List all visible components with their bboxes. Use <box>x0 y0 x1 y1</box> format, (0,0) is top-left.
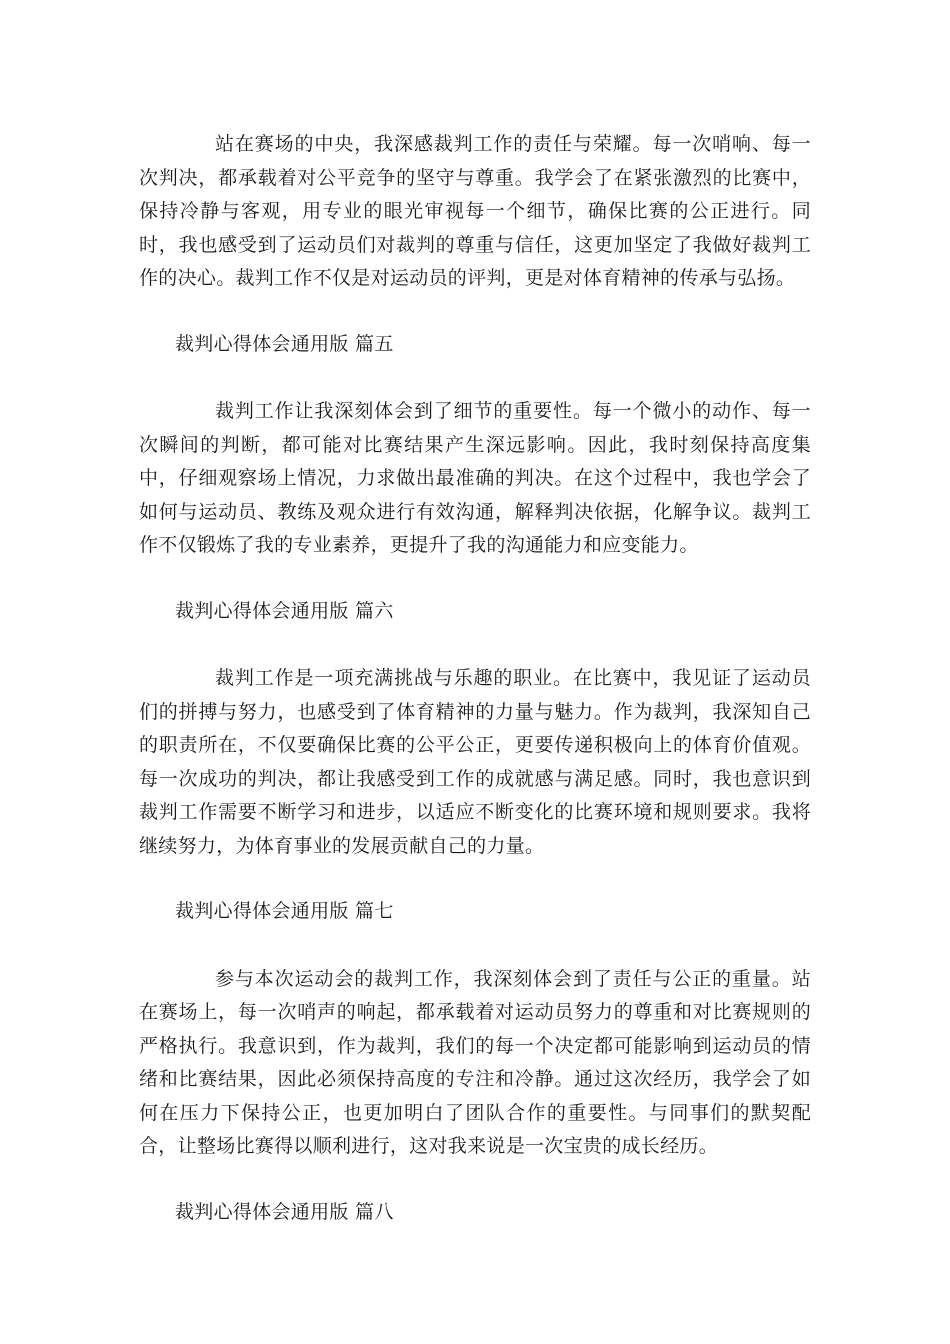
spacer <box>139 863 811 895</box>
section-heading-6: 裁判心得体会通用版 篇六 <box>175 599 394 622</box>
spacer <box>139 929 811 963</box>
spacer <box>139 563 811 595</box>
paragraph-3: 裁判工作是一项充满挑战与乐趣的职业。在比赛中，我见证了运动员们的拼搏与努力，也感受到了体育精神的力量与魅力。作为裁判，我深知自己的职责所在，不仅要确保比赛的公平公正，更要传递积极向上的体育价值观。每一次成功的判决，都让我感受到工作的成就感与满足感。同时，我也意识到裁判工作需要不断学习和进步，以适应不断变化的比赛环境和规则要求。我将继续努力，为体育事业的发展贡献自己的力量。 <box>139 667 811 857</box>
paragraph-4: 参与本次运动会的裁判工作，我深刻体会到了责任与公正的重量。站在赛场上，每一次哨声的响起，都承载着对运动员努力的尊重和对比赛规则的严格执行。我意识到，作为裁判，我们的每一个决定都可能影响到运动员的情绪和比赛结果，因此必须保持高度的专注和冷静。通过这次经历，我学会了如何在压力下保持公正，也更加明白了团队合作的重要性。与同事们的默契配合，让整场比赛得以顺利进行，这对我来说是一次宝贵的成长经历。 <box>139 967 811 1157</box>
paragraph-2: 裁判工作让我深刻体会到了细节的重要性。每一个微小的动作、每一次瞬间的判断，都可能对比赛结果产生深远影响。因此，我时刻保持高度集中，仔细观察场上情况，力求做出最准确的判决。在这个过程中，我也学会了如何与运动员、教练及观众进行有效沟通，解释判决依据，化解争议。裁判工作不仅锻炼了我的专业素养，更提升了我的沟通能力和应变能力。 <box>139 400 811 556</box>
section-heading-8: 裁判心得体会通用版 篇八 <box>175 1200 394 1223</box>
spacer <box>139 628 811 662</box>
section-heading-7: 裁判心得体会通用版 篇七 <box>175 900 394 922</box>
paragraph-1: 站在赛场的中央，我深感裁判工作的责任与荣耀。每一次哨响、每一次判决，都承载着对公平竞争的坚守与尊重。我学会了在紧张激烈的比赛中，保持冷静与客观，用专业的眼光审视每一个细节，确保比赛的公正进行。同时，我也感受到了运动员们对裁判的尊重与信任，这更加坚定了我做好裁判工作的决心。裁判工作不仅是对运动员的评判，更是对体育精神的传承与弘扬。 <box>139 133 811 289</box>
section-heading-5: 裁判心得体会通用版 篇五 <box>175 332 394 355</box>
document-body <box>139 128 811 1229</box>
spacer <box>139 361 811 395</box>
spacer <box>139 296 811 328</box>
spacer <box>139 1164 811 1196</box>
